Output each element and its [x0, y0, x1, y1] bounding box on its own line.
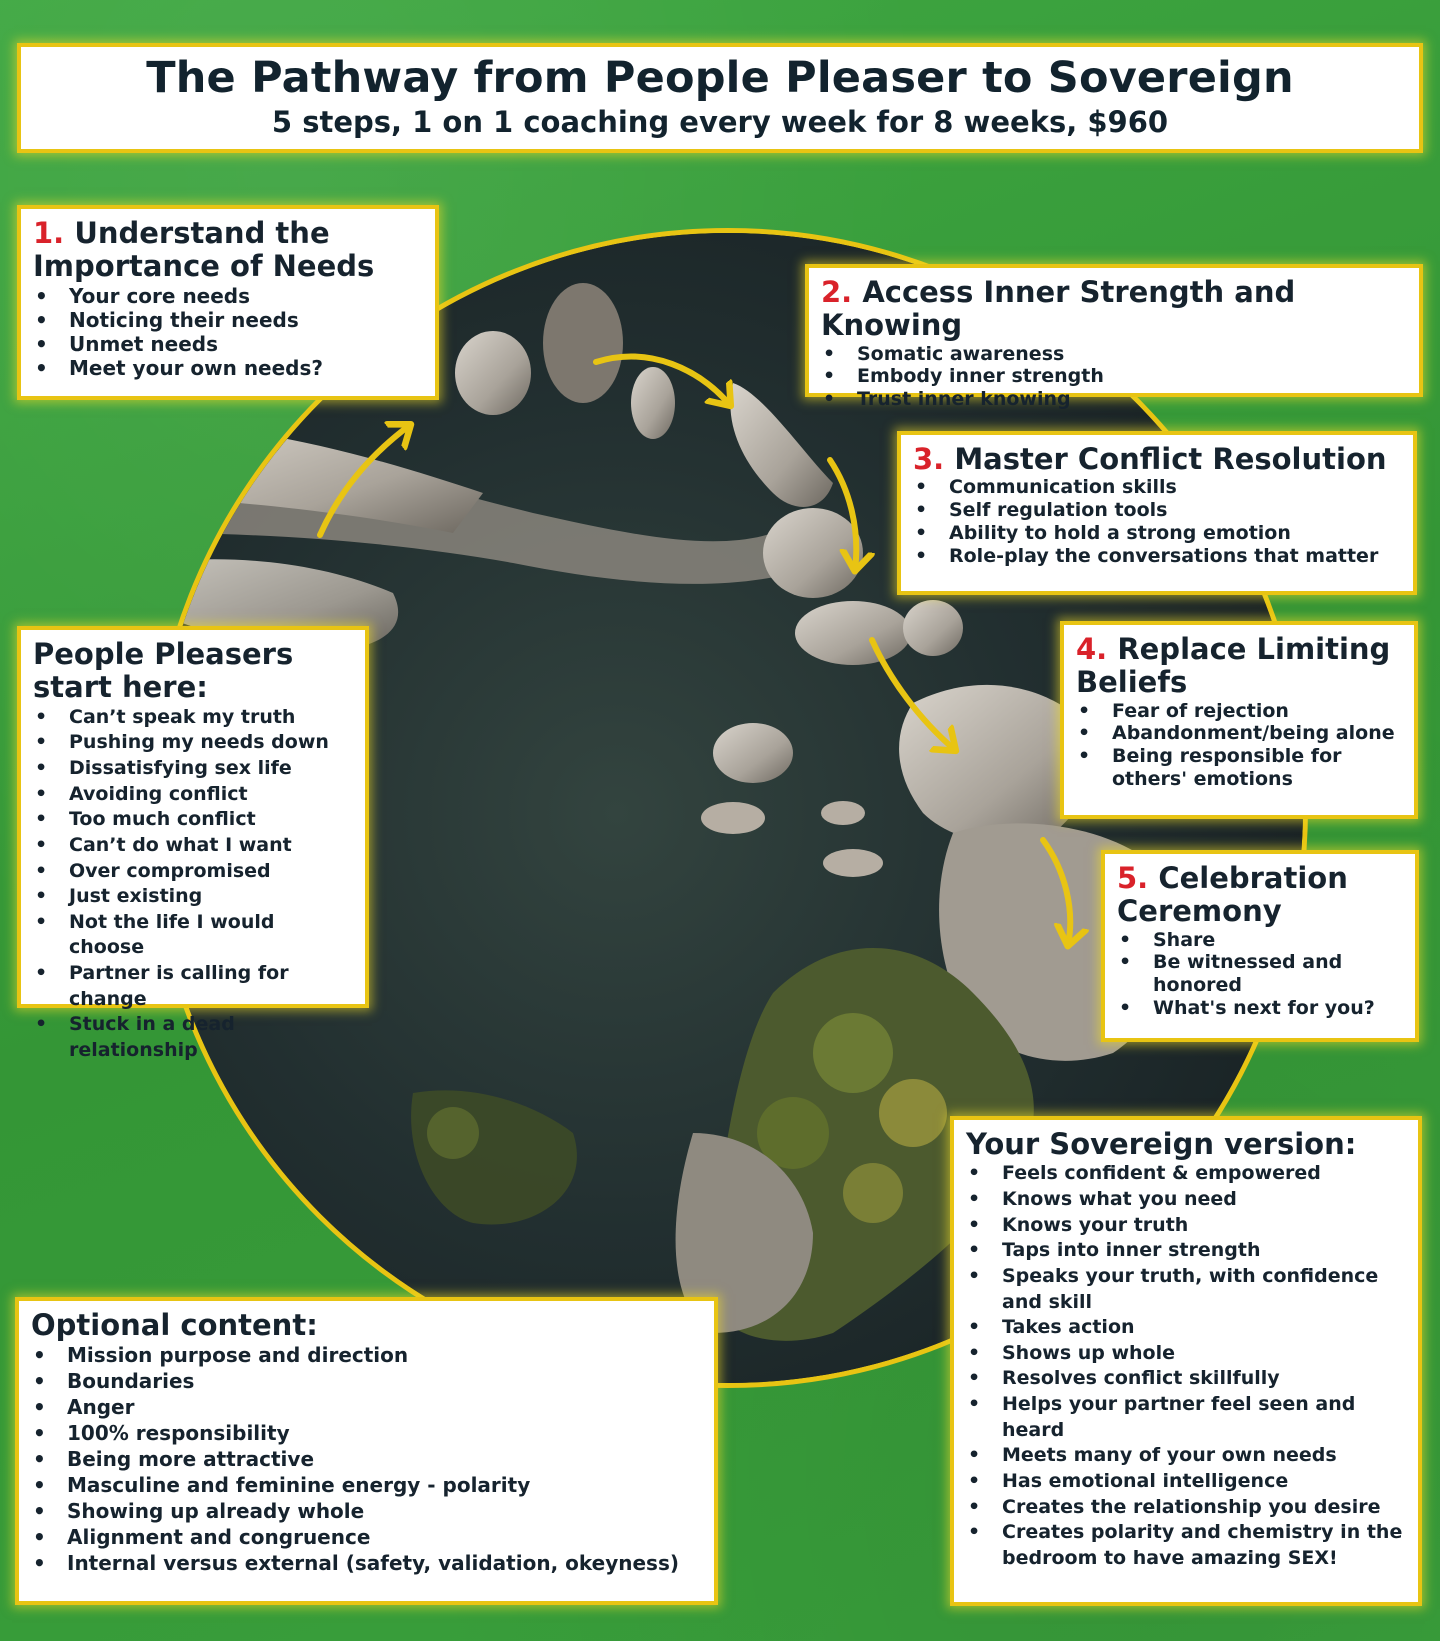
page-subtitle: 5 steps, 1 on 1 coaching every week for 8 weeks, $960 — [271, 105, 1169, 139]
step-3-title: 3. Master Conflict Resolution — [913, 442, 1387, 476]
list-item: • Communication skills — [913, 476, 1401, 499]
list-item: • Masculine and feminine energy - polarity — [31, 1472, 702, 1498]
list-item: • Share — [1117, 929, 1403, 952]
list-item: • Ability to hold a strong emotion — [913, 522, 1401, 545]
sovereign-version-list — [966, 1161, 1406, 1571]
list-item: • Boundaries — [31, 1368, 702, 1394]
list-item: • Partner is calling for change — [33, 961, 353, 1012]
step-4-title: 4. Replace Limiting Beliefs — [1076, 632, 1391, 700]
list-item: • Stuck in a dead relationship — [33, 1012, 353, 1063]
list-item: • Pushing my needs down — [33, 730, 353, 756]
title-box — [17, 43, 1423, 153]
list-item: • Unmet needs — [33, 332, 423, 356]
list-item: • Speaks your truth, with confidence and skill — [966, 1264, 1406, 1315]
list-item: • Meet your own needs? — [33, 356, 423, 380]
list-item: • Too much conflict — [33, 807, 353, 833]
list-item: • Noticing their needs — [33, 308, 423, 332]
list-item: • Over compromised — [33, 859, 353, 885]
step-5-title: 5. Celebration Ceremony — [1117, 861, 1348, 929]
step-2-box — [805, 264, 1423, 411]
step-1-number: 1. — [33, 216, 65, 250]
optional-content-box — [15, 1297, 718, 1605]
page-title: The Pathway from People Pleaser to Sovereign — [146, 53, 1294, 103]
list-item: • Internal versus external (safety, validation, okeyness) — [31, 1550, 702, 1576]
list-item: • What's next for you? — [1117, 997, 1403, 1020]
list-item: • Not the life I would choose — [33, 910, 353, 961]
list-item: • Meets many of your own needs — [966, 1443, 1406, 1469]
list-item: • Has emotional intelligence — [966, 1469, 1406, 1495]
optional-content-list — [31, 1342, 702, 1576]
list-item: • Self regulation tools — [913, 499, 1401, 522]
step-1-box — [17, 205, 439, 400]
list-item: • Being more attractive — [31, 1446, 702, 1472]
list-item: • Shows up whole — [966, 1341, 1406, 1367]
list-item: • Knows your truth — [966, 1213, 1406, 1239]
optional-content-title: Optional content: — [31, 1308, 318, 1342]
step-3-box — [897, 431, 1417, 595]
step-2-number: 2. — [821, 275, 853, 309]
list-item: • Just existing — [33, 884, 353, 910]
step-4-list — [1076, 700, 1402, 791]
people-pleasers-title: People Pleasers start here: — [33, 637, 294, 705]
list-item: • Being responsible for others' emotions — [1076, 745, 1402, 791]
step-3-number: 3. — [913, 442, 945, 476]
list-item: • Showing up already whole — [31, 1498, 702, 1524]
list-item: • Anger — [31, 1394, 702, 1420]
list-item: • Taps into inner strength — [966, 1238, 1406, 1264]
list-item: • Dissatisfying sex life — [33, 756, 353, 782]
list-item: • Knows what you need — [966, 1187, 1406, 1213]
list-item: • Takes action — [966, 1315, 1406, 1341]
step-5-number: 5. — [1117, 861, 1149, 895]
sovereign-version-title: Your Sovereign version: — [966, 1127, 1357, 1161]
list-item: • Embody inner strength — [821, 365, 1407, 388]
list-item: • 100% responsibility — [31, 1420, 702, 1446]
step-5-list — [1117, 929, 1403, 1020]
sovereign-version-box — [950, 1116, 1422, 1606]
list-item: • Feels confident & empowered — [966, 1161, 1406, 1187]
step-4-number: 4. — [1076, 632, 1108, 666]
list-item: • Fear of rejection — [1076, 700, 1402, 723]
list-item: • Abandonment/being alone — [1076, 722, 1402, 745]
step-5-box — [1101, 850, 1419, 1042]
list-item: • Role-play the conversations that matter — [913, 545, 1401, 568]
list-item: • Creates polarity and chemistry in the bedroom to have amazing SEX! — [966, 1520, 1406, 1571]
step-2-title: 2. Access Inner Strength and Knowing — [821, 275, 1296, 343]
list-item: • Can’t do what I want — [33, 833, 353, 859]
list-item: • Resolves conflict skillfully — [966, 1366, 1406, 1392]
step-2-list — [821, 343, 1407, 411]
list-item: • Your core needs — [33, 284, 423, 308]
list-item: • Alignment and congruence — [31, 1524, 702, 1550]
people-pleasers-box — [17, 626, 369, 1062]
list-item: • Avoiding conflict — [33, 782, 353, 808]
step-4-box — [1060, 621, 1418, 819]
list-item: • Somatic awareness — [821, 343, 1407, 366]
people-pleasers-list — [33, 705, 353, 1064]
list-item: • Helps your partner feel seen and heard — [966, 1392, 1406, 1443]
list-item: • Trust inner knowing — [821, 388, 1407, 411]
list-item: • Be witnessed and honored — [1117, 951, 1403, 997]
step-1-title: 1. Understand the Importance of Needs — [33, 216, 375, 284]
list-item: • Can’t speak my truth — [33, 705, 353, 731]
list-item: • Mission purpose and direction — [31, 1342, 702, 1368]
step-1-list — [33, 284, 423, 380]
step-3-list — [913, 476, 1401, 567]
list-item: • Creates the relationship you desire — [966, 1495, 1406, 1521]
